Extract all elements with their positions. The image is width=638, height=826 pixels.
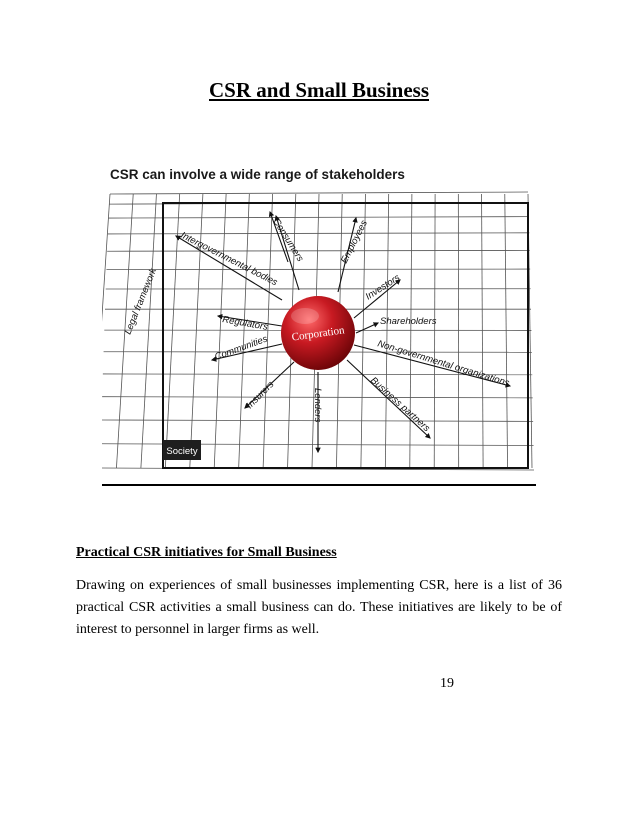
label-ngo: Non-governmental organizations: [376, 338, 511, 390]
society-label: Society: [166, 446, 198, 457]
label-consumers: Consumers: [270, 216, 306, 264]
label-intergovernmental-bodies: Intergovernmental bodies: [178, 229, 280, 289]
label-investors: Investors: [363, 272, 402, 303]
label-communities: Communities: [213, 333, 270, 363]
sphere-highlight: [291, 308, 319, 324]
corporation-label: Corporation: [290, 324, 346, 344]
label-insurers: Insurers: [244, 379, 277, 412]
page-title: CSR and Small Business: [209, 78, 429, 102]
label-legal-framework: Legal framework: [122, 266, 160, 337]
body-paragraph: Drawing on experiences of small businesses implementing CSR, here is a list of 36 practical CSR activities a small business can do. These initiatives are likely to be of interest to personnel in larger firms as well.: [76, 578, 562, 637]
label-regulators: Regulators: [221, 314, 269, 333]
label-business-partners: Business partners: [367, 375, 432, 435]
label-shareholders: Shareholders: [380, 316, 437, 327]
stakeholder-figure: [102, 150, 536, 488]
page-number: 19: [440, 676, 454, 691]
figure-heading: CSR can involve a wide range of stakeholders: [110, 167, 405, 182]
section-heading: Practical CSR initiatives for Small Business: [76, 545, 337, 560]
label-lenders: Lenders: [312, 388, 323, 423]
label-employees: Employees: [338, 218, 371, 266]
